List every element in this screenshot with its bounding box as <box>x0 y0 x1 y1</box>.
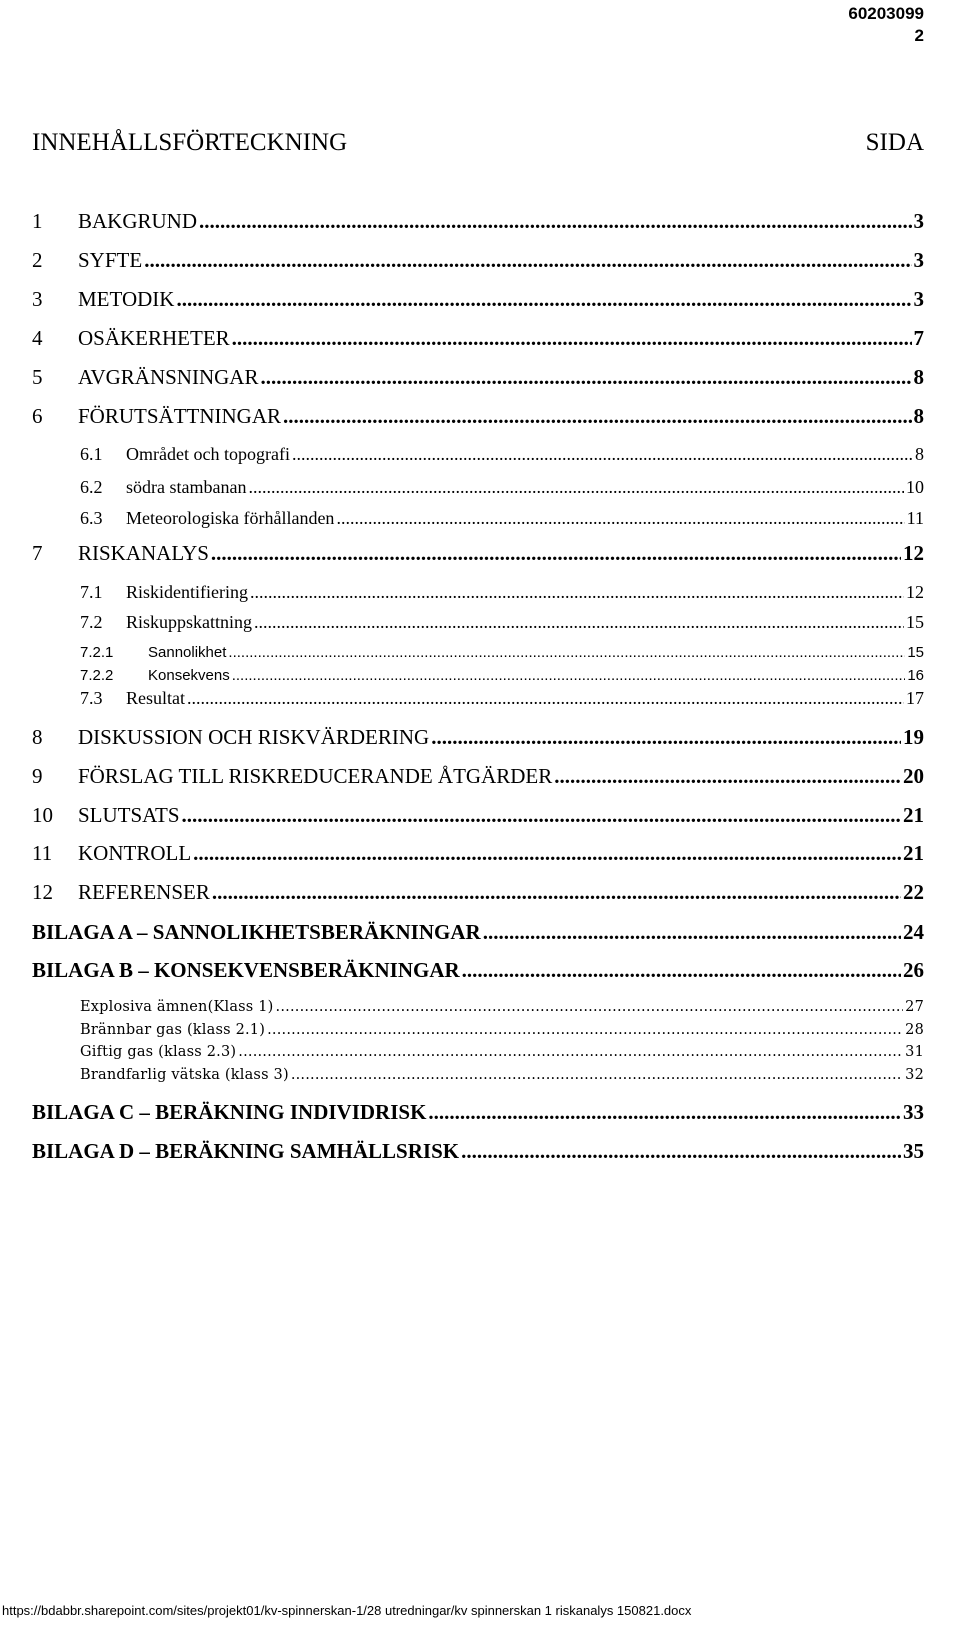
toc-entry-label: AVGRÄNSNINGAR <box>78 365 259 389</box>
toc-entry-number: 2 <box>32 248 43 272</box>
toc-entry[interactable] <box>80 443 924 465</box>
toc-dot-leader <box>228 644 905 662</box>
toc-entry-page: 19 <box>903 725 924 749</box>
toc-entry-label: BILAGA A – SANNOLIKHETSBERÄKNINGAR <box>32 920 481 944</box>
toc-entry[interactable] <box>80 644 924 662</box>
header-page-number: 2 <box>914 26 924 45</box>
toc-entry-page: 24 <box>903 920 924 944</box>
toc-entry[interactable] <box>32 286 924 312</box>
toc-dot-leader <box>212 879 901 905</box>
toc-entry-number: 7 <box>32 541 43 565</box>
toc-dot-leader <box>292 443 913 465</box>
toc-entry-number: 8 <box>32 725 43 749</box>
toc-dot-leader <box>182 802 901 828</box>
toc-dot-leader <box>238 1043 903 1061</box>
toc-entry-page: 7 <box>913 326 924 350</box>
toc-entry[interactable] <box>32 364 924 390</box>
toc-entry[interactable] <box>32 1099 924 1125</box>
toc-entry-page: 12 <box>906 582 924 602</box>
toc-entry-label: SLUTSATS <box>78 803 180 827</box>
toc-entry-number: 6 <box>32 404 43 428</box>
toc-entry-page: 16 <box>907 667 924 684</box>
toc-entry-page: 32 <box>905 1067 924 1083</box>
toc-entry-page: 11 <box>906 508 924 528</box>
toc-entry-page: 15 <box>906 612 924 632</box>
toc-entry[interactable] <box>32 919 924 945</box>
toc-dot-leader <box>250 581 904 603</box>
toc-entry-number: 10 <box>32 803 53 827</box>
toc-entry-label: Området och topografi <box>126 444 290 464</box>
toc-entry-page: 28 <box>905 1022 924 1038</box>
toc-dot-leader <box>144 247 911 273</box>
toc-entry-page: 10 <box>906 477 924 497</box>
toc-entry[interactable] <box>80 476 924 498</box>
toc-entry-page: 21 <box>903 841 924 865</box>
toc-dot-leader <box>176 286 911 312</box>
toc-entry[interactable] <box>32 802 924 828</box>
toc-entry[interactable] <box>80 1021 924 1039</box>
toc-dot-leader <box>483 919 901 945</box>
toc-entry-page: 35 <box>903 1139 924 1163</box>
toc-entry-page: 3 <box>913 209 924 233</box>
toc-entry-page: 3 <box>913 248 924 272</box>
toc-dot-leader <box>199 208 911 234</box>
toc-entry[interactable] <box>32 840 924 866</box>
toc-entry-number: 7.2.2 <box>80 667 114 684</box>
toc-dot-leader <box>462 957 901 983</box>
toc-dot-leader <box>336 507 904 529</box>
toc-entry-number: 7.2 <box>80 612 103 632</box>
toc-entry-number: 7.1 <box>80 582 103 602</box>
toc-entry-number: 11 <box>32 841 53 865</box>
toc-entry-page: 8 <box>915 444 924 464</box>
toc-title: INNEHÅLLSFÖRTECKNING <box>32 129 348 156</box>
toc-entry-number: 6.2 <box>80 477 103 497</box>
document-number: 60203099 <box>848 4 924 23</box>
toc-entry[interactable] <box>32 325 924 351</box>
toc-entry-page: 3 <box>913 287 924 311</box>
toc-entry-number: 6.1 <box>80 444 103 464</box>
toc-entry-label: BILAGA C – BERÄKNING INDIVIDRISK <box>32 1100 427 1124</box>
toc-entry[interactable] <box>32 763 924 789</box>
toc-dot-leader <box>554 763 901 789</box>
toc-dot-leader <box>232 325 912 351</box>
toc-dot-leader <box>248 476 904 498</box>
toc-dot-leader <box>291 1066 903 1084</box>
toc-entry[interactable] <box>32 1138 924 1164</box>
toc-entry-number: 7.2.1 <box>80 644 114 661</box>
toc-dot-leader <box>193 840 901 866</box>
toc-entry-label: Sannolikhet <box>148 644 227 661</box>
toc-entry-page: 27 <box>905 999 924 1015</box>
toc-entry-label: Giftig gas (klass 2.3) <box>80 1044 237 1060</box>
toc-entry-label: SYFTE <box>78 248 143 272</box>
footer-file-path: https://bdabbr.sharepoint.com/sites/projekt01/kv-spinnerskan-1/28 utredningar/kv spinnerskan 1 riskanalys 150821.docx <box>2 1603 692 1618</box>
toc-entry[interactable] <box>80 667 924 685</box>
toc-entry-page: 21 <box>903 803 924 827</box>
toc-entry[interactable] <box>80 581 924 603</box>
toc-entry[interactable] <box>80 998 924 1016</box>
toc-entry-label: OSÄKERHETER <box>78 326 230 350</box>
toc-entry[interactable] <box>32 724 924 750</box>
toc-entry-label: Riskidentifiering <box>126 582 248 602</box>
toc-entry-number: 7.3 <box>80 688 103 708</box>
toc-entry-number: 4 <box>32 326 43 350</box>
toc-entry-page: 20 <box>903 764 924 788</box>
toc-entry-page: 12 <box>903 541 924 565</box>
toc-entry-page: 22 <box>903 880 924 904</box>
toc-entry-label: RISKANALYS <box>78 541 209 565</box>
toc-entry-label: BAKGRUND <box>78 209 198 233</box>
toc-entry-label: KONTROLL <box>78 841 192 865</box>
toc-entry[interactable] <box>80 611 924 633</box>
toc-entry-label: REFERENSER <box>78 880 210 904</box>
toc-dot-leader <box>283 403 911 429</box>
toc-dot-leader <box>260 364 911 390</box>
toc-entry-number: 5 <box>32 365 43 389</box>
toc-entry-number: 3 <box>32 287 43 311</box>
toc-entry[interactable] <box>32 957 924 983</box>
toc-entry[interactable] <box>80 687 924 709</box>
toc-entry-page: 8 <box>913 365 924 389</box>
toc-entry[interactable] <box>80 507 924 529</box>
toc-entry-label: FÖRSLAG TILL RISKREDUCERANDE ÅTGÄRDER <box>78 764 553 788</box>
toc-entry-label: METODIK <box>78 287 175 311</box>
toc-entry-label: Explosiva ämnen(Klass 1) <box>80 999 274 1015</box>
toc-dot-leader <box>267 1021 903 1039</box>
toc-entry[interactable] <box>32 247 924 273</box>
toc-entry-label: Konsekvens <box>148 667 230 684</box>
toc-entry-label: södra stambanan <box>126 477 247 497</box>
toc-entry-page: 8 <box>913 404 924 428</box>
toc-dot-leader <box>428 1099 901 1125</box>
toc-entry-label: FÖRUTSÄTTNINGAR <box>78 404 282 428</box>
toc-entry-page: 15 <box>907 644 924 661</box>
toc-entry-number: 9 <box>32 764 43 788</box>
toc-entry-label: Meteorologiska förhållanden <box>126 508 335 528</box>
toc-dot-leader <box>232 667 906 685</box>
toc-dot-leader <box>276 998 904 1016</box>
toc-page-column-label: SIDA <box>865 129 924 156</box>
toc-entry-label: BILAGA D – BERÄKNING SAMHÄLLSRISK <box>32 1139 460 1163</box>
toc-dot-leader <box>254 611 904 633</box>
toc-entry-label: BILAGA B – KONSEKVENSBERÄKNINGAR <box>32 958 460 982</box>
toc-entry-label: Riskuppskattning <box>126 612 253 632</box>
toc-entry-number: 1 <box>32 209 43 233</box>
toc-entry[interactable] <box>32 403 924 429</box>
toc-entry-number: 6.3 <box>80 508 103 528</box>
toc-entry-page: 33 <box>903 1100 924 1124</box>
toc-entry-label: Brandfarlig vätska (klass 3) <box>80 1067 289 1083</box>
toc-dot-leader <box>461 1138 901 1164</box>
toc-entry-label: Resultat <box>126 688 185 708</box>
toc-entry-page: 26 <box>903 958 924 982</box>
toc-entry-label: DISKUSSION OCH RISKVÄRDERING <box>78 725 430 749</box>
toc-dot-leader <box>211 540 901 566</box>
toc-entry[interactable] <box>32 879 924 905</box>
toc-entry[interactable] <box>80 1043 924 1061</box>
toc-entry-label: Brännbar gas (klass 2.1) <box>80 1022 266 1038</box>
toc-entry[interactable] <box>32 208 924 234</box>
toc-dot-leader <box>431 724 901 750</box>
toc-entry[interactable] <box>32 540 924 566</box>
toc-dot-leader <box>187 687 904 709</box>
toc-entry-page: 31 <box>905 1044 924 1060</box>
toc-entry-page: 17 <box>906 688 924 708</box>
toc-entry[interactable] <box>80 1066 924 1084</box>
toc-entry-number: 12 <box>32 880 53 904</box>
